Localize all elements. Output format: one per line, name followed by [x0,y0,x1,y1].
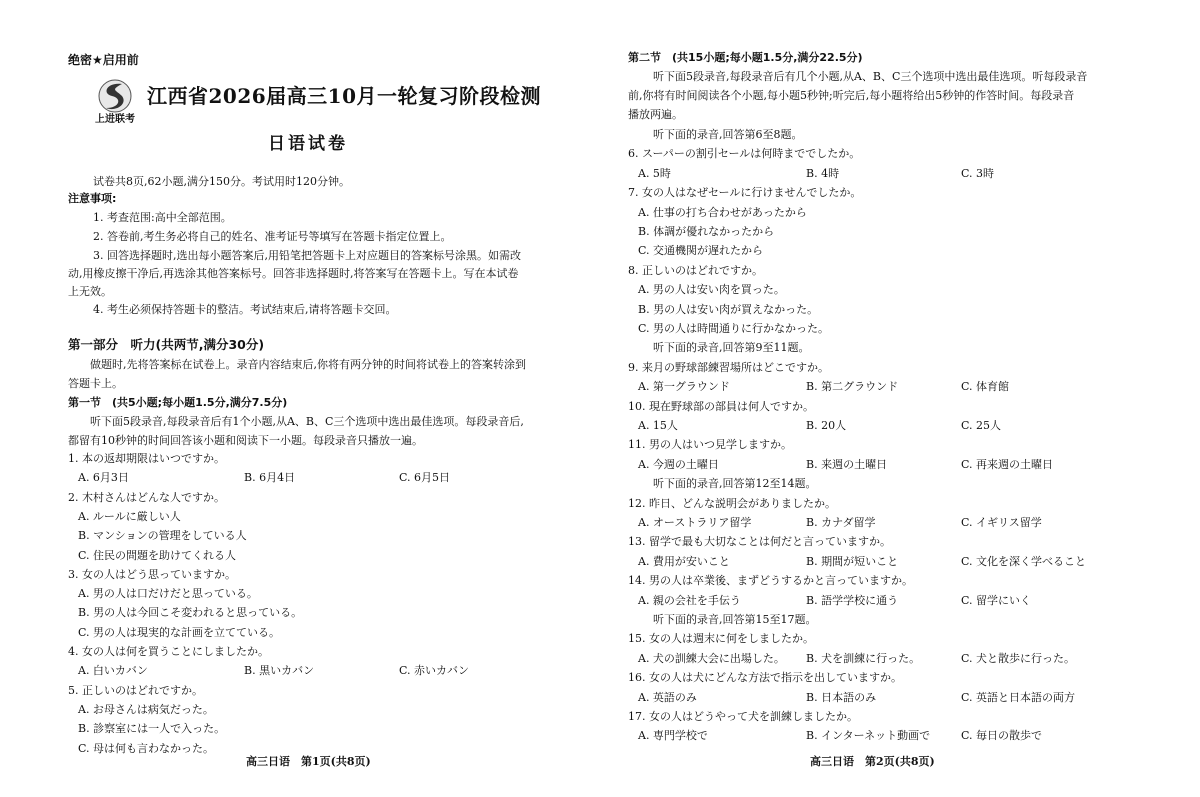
question-text: 5. 正しいのはどれですか。 [68,683,203,697]
question-text: 14. 男の人は卒業後、まずどうするかと言っていますか。 [628,574,913,588]
exam-title: 江西省2026届高三10月一轮复习阶段检测 [147,84,541,108]
answer-option: B. 来週の土曜日 [806,457,888,471]
answer-option: B. マンションの管理をしている人 [78,529,247,543]
question-text: 15. 女の人は週末に何をしましたか。 [628,632,814,646]
answer-option: C. 男の人は時間通りに行かなかった。 [638,322,830,335]
answer-option: C. 文化を深く学べること [961,554,1087,568]
answer-option: A. オーストラリア留学 [638,516,752,529]
answer-option: B. 6月4日 [244,471,296,485]
answer-option: C. 交通機関が遅れたから [638,244,764,258]
answer-option: C. 母は何も言わなかった。 [78,741,215,755]
answer-option: C. イギリス留学 [961,516,1042,529]
question-text: 7. 女の人はなぜセールに行けませんでしたか。 [628,186,862,200]
section2-instruction: 播放两遍。 [628,108,683,121]
section1-instruction: 都留有10秒钟的时间回答该小题和阅读下一小题。每段录音只播放一遍。 [68,434,423,447]
question-text: 2. 木村さんはどんな人ですか。 [68,490,225,504]
answer-option: B. インターネット動画で [806,729,931,743]
question-text: 13. 留学で最も大切なことは何だと言っていますか。 [628,535,891,549]
answer-option: A. 男の人は口だけだと思っている。 [78,587,258,601]
question-text: 9. 来月の野球部練習場所はどこですか。 [628,360,829,374]
note-line: 动,用橡皮擦干净后,再选涂其他答案标号。回答非选择题时,将答案写在答题卡上。写在本试卷 [68,267,519,280]
answer-option: C. 6月5日 [399,471,451,485]
answer-option: B. 男の人は今回こそ変われると思っている。 [78,606,303,620]
question-text: 12. 昨日、どんな説明会がありましたか。 [628,496,836,510]
section1-title: 第一节 (共5小题;每小题1.5分,满分7.5分) [68,396,288,409]
confidential-label: 绝密★启用前 [68,53,139,67]
note-line: 3. 回答选择题时,选出每小题答案后,用铅笔把答题卡上对应题目的答案标号涂黑。如需改 [93,249,521,262]
answer-option: C. 25人 [961,419,1002,432]
section1-instruction: 听下面5段录音,每段录音后有1个小题,从A、B、C三个选项中选出最佳选项。每段录音后, [90,415,524,428]
answer-option: B. 犬を訓練に行った。 [806,651,921,665]
question-text: 1. 本の返却期限はいつですか。 [68,452,225,465]
page-footer: 高三日语 第1页(共8页) [246,755,371,768]
question-text: 8. 正しいのはどれですか。 [628,263,763,277]
section2-instruction: 前,你将有时间阅读各个小题,每小题5秒钟;听完后,每小题将给出5秒钟的作答时间。每段录音 [628,89,1075,102]
answer-option: B. 診察室には一人で入った。 [78,722,226,736]
answer-option: B. 男の人は安い肉が買えなかった。 [638,302,819,316]
page-footer: 高三日语 第2页(共8页) [810,755,935,768]
answer-option: A. 第一グラウンド [638,380,730,394]
logo-label: 上进联考 [95,114,135,125]
answer-option: A. 白いカバン [78,664,148,678]
question-text: 17. 女の人はどうやって犬を訓練しましたか。 [628,710,858,723]
answer-option: A. 親の会社を手伝う [638,593,741,607]
answer-option: B. 20人 [806,419,847,432]
recording-lead: 听下面的录音,回答第12至14题。 [653,477,817,491]
answer-option: A. 今週の土曜日 [638,457,719,471]
notes-title: 注意事项: [68,192,117,205]
answer-option: B. 期間が短いこと [806,554,899,568]
answer-option: C. 再来週の土曜日 [961,457,1054,471]
question-text: 6. スーパーの割引セールは何時まででしたか。 [628,147,861,161]
exam-intro: 试卷共8页,62小题,满分150分。考试用时120分钟。 [93,175,350,188]
recording-lead: 听下面的录音,回答第15至17题。 [653,613,817,626]
answer-option: B. カナダ留学 [806,516,876,529]
answer-option: A. 費用が安いこと [638,554,730,568]
note-line: 1. 考查范围:高中全部范围。 [93,211,232,224]
answer-option: B. 第二グラウンド [806,380,899,394]
answer-option: A. ルールに厳しい人 [78,509,181,523]
recording-lead: 听下面的录音,回答第6至8题。 [653,128,803,141]
question-text: 3. 女の人はどう思っていますか。 [68,567,236,581]
answer-option: B. 黒いカバン [244,664,315,678]
answer-option: C. 体育館 [961,380,1010,394]
answer-option: A. 6月3日 [78,471,129,485]
answer-option: A. 英語のみ [638,690,697,704]
answer-option: A. 5時 [638,166,671,180]
answer-option: B. 日本語のみ [806,690,877,704]
note-line: 上无效。 [68,285,112,298]
question-text: 10. 現在野球部の部員は何人ですか。 [628,399,814,413]
answer-option: C. 男の人は現実的な計画を立てている。 [78,625,281,639]
answer-option: B. 体調が優れなかったから [638,225,775,238]
note-line: 2. 答卷前,考生务必将自己的姓名、准考证号等填写在答题卡指定位置上。 [93,230,452,243]
note-line: 4. 考生必须保持答题卡的整洁。考试结束后,请将答题卡交回。 [93,303,397,316]
exam-subject: 日语试卷 [268,134,348,154]
answer-option: C. 犬と散歩に行った。 [961,651,1076,665]
section2-instruction: 听下面5段录音,每段录音后有几个小题,从A、B、C三个选项中选出最佳选项。听每段录音 [653,70,1088,83]
answer-option: C. 赤いカバン [399,664,470,678]
part1-instruction: 做题时,先将答案标在试卷上。录音内容结束后,你将有两分钟的时间将试卷上的答案转涂到 [90,358,526,371]
answer-option: C. 毎日の散歩で [961,729,1043,743]
answer-option: A. 犬の訓練大会に出場した。 [638,651,785,665]
answer-option: C. 留学にいく [961,593,1032,607]
question-text: 16. 女の人は犬にどんな方法で指示を出していますか。 [628,671,902,685]
section2-title: 第二节 (共15小题;每小题1.5分,满分22.5分) [628,51,863,64]
recording-lead: 听下面的录音,回答第9至11题。 [653,341,810,355]
answer-option: A. 専門学校で [638,729,708,743]
answer-option: C. 英語と日本語の両方 [961,690,1076,704]
question-text: 4. 女の人は何を買うことにしましたか。 [68,645,269,658]
question-text: 11. 男の人はいつ見学しますか。 [628,438,792,452]
answer-option: C. 住民の問題を助けてくれる人 [78,548,237,562]
part1-title: 第一部分 听力(共两节,满分30分) [68,337,265,352]
answer-option: B. 語学学校に通う [806,593,899,607]
part1-instruction: 答题卡上。 [68,377,123,390]
answer-option: A. 15人 [638,419,678,432]
answer-option: A. 男の人は安い肉を買った。 [638,283,785,297]
answer-option: C. 3時 [961,166,995,180]
answer-option: A. お母さんは病気だった。 [78,702,214,716]
answer-option: B. 4時 [806,166,840,180]
answer-option: A. 仕事の打ち合わせがあったから [638,205,807,219]
